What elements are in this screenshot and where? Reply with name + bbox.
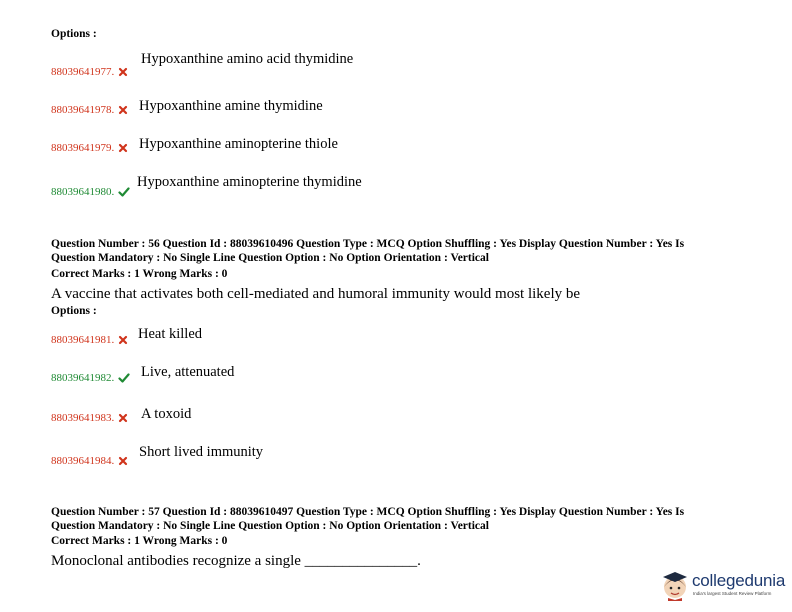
option-id: 88039641978. <box>51 104 115 116</box>
option-row <box>51 142 128 154</box>
question-meta-line: Question Number : 57 Question Id : 88039610497 Question Type : MCQ Option Shuffling : Yes Display Question Number : Yes Is <box>51 506 685 518</box>
question-meta <box>51 238 741 265</box>
collegedunia-logo <box>658 566 786 604</box>
option-text: Heat killed <box>138 326 203 342</box>
option-text: Short lived immunity <box>139 444 264 460</box>
cross-icon <box>118 335 128 345</box>
question-meta-line: Question Mandatory : No Single Line Question Option : No Option Orientation : Vertical <box>51 519 489 532</box>
option-id: 88039641984. <box>51 455 115 467</box>
option-id: 88039641982. <box>51 372 115 384</box>
question-meta <box>51 506 741 533</box>
cross-icon <box>118 413 128 423</box>
option-id: 88039641979. <box>51 142 115 154</box>
logo-wordmark: collegedunia <box>692 571 786 590</box>
question-text: A vaccine that activates both cell-mediated and humoral immunity would most likely be <box>51 286 581 302</box>
option-id: 88039641977. <box>51 66 115 78</box>
question-text: Monoclonal antibodies recognize a single _______________. <box>51 553 421 569</box>
option-text: Hypoxanthine aminopterine thiole <box>139 136 338 152</box>
marks-line: Correct Marks : 1 Wrong Marks : 0 <box>51 268 228 280</box>
marks-line: Correct Marks : 1 Wrong Marks : 0 <box>51 535 228 547</box>
option-row <box>51 372 128 384</box>
option-id: 88039641980. <box>51 186 115 198</box>
option-text: Hypoxanthine amino acid thymidine <box>141 51 354 67</box>
check-icon <box>118 373 128 383</box>
options-label: Options : <box>51 305 97 317</box>
cross-icon <box>118 143 128 153</box>
cross-icon <box>118 105 128 115</box>
cross-icon <box>118 67 128 77</box>
option-id: 88039641981. <box>51 334 115 346</box>
option-row <box>51 104 128 116</box>
question-meta-line: Question Mandatory : No Single Line Question Option : No Option Orientation : Vertical <box>51 251 489 264</box>
option-row <box>51 186 128 198</box>
option-row <box>51 455 128 467</box>
graduate-icon <box>660 569 690 601</box>
check-icon <box>118 187 128 197</box>
cross-icon <box>118 456 128 466</box>
question-meta-line: Question Number : 56 Question Id : 88039610496 Question Type : MCQ Option Shuffling : Yes Display Question Number : Yes Is <box>51 238 685 250</box>
option-text: Hypoxanthine aminopterine thymidine <box>137 174 362 190</box>
option-text: Live, attenuated <box>141 364 235 380</box>
option-id: 88039641983. <box>51 412 115 424</box>
option-row <box>51 334 128 346</box>
option-text: Hypoxanthine amine thymidine <box>139 98 323 114</box>
logo-tagline: India's largest Student Review Platform <box>693 591 772 596</box>
option-text: A toxoid <box>141 406 192 422</box>
option-row <box>51 66 128 78</box>
options-label: Options : <box>51 28 97 40</box>
option-row <box>51 412 128 424</box>
